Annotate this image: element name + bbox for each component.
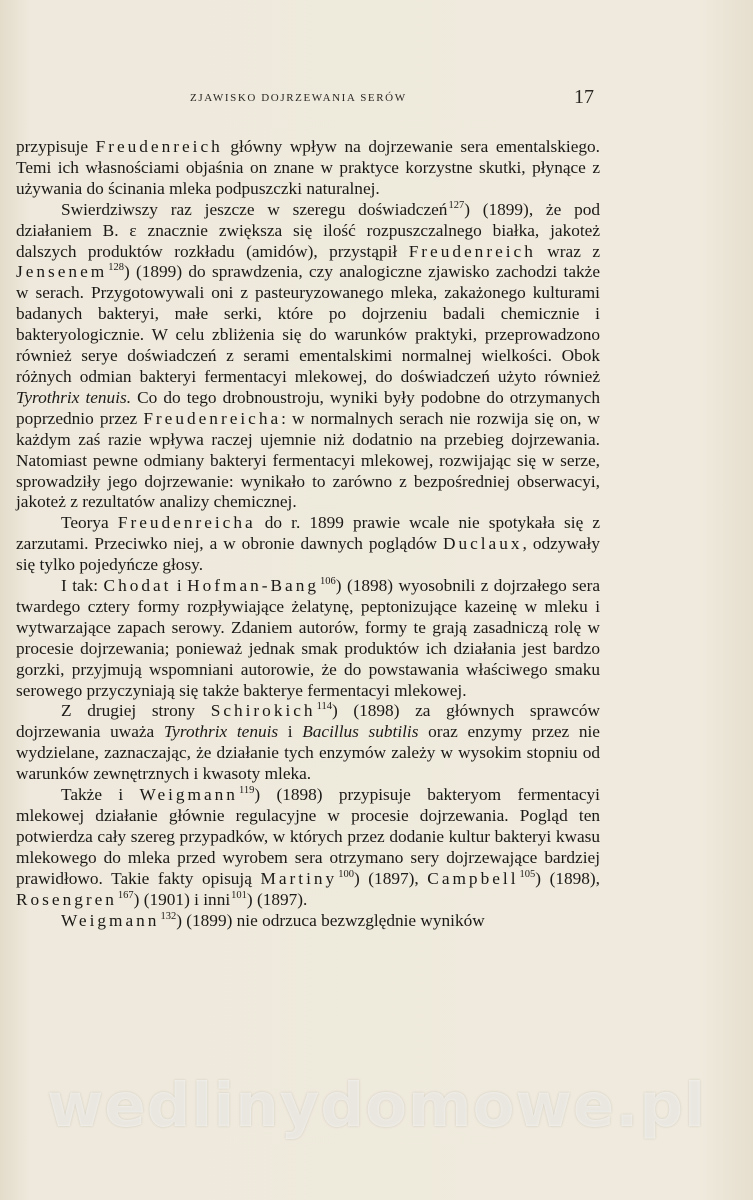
reference-number: 106 bbox=[320, 576, 336, 588]
author-name: Hofman-Bang bbox=[187, 576, 320, 596]
body-text bbox=[16, 137, 600, 931]
paragraph-7: Weigmann$^{132}$) (1899) nie odrzuca bezwzględnie wyników bbox=[61, 910, 485, 930]
author-name: Rosengren bbox=[16, 889, 117, 909]
author-name: Martiny bbox=[260, 868, 338, 888]
paragraph-1: przypisuje Freudenreich główny wpływ na dojrzewanie sera ementalskiego. Temi ich własnościami objaśnia on znane w praktyce korzystne skutki, płynące z używania do ścinania mleka podpuszczki naturalnej. bbox=[16, 137, 600, 198]
reference-number: 100 bbox=[338, 868, 354, 880]
author-name: Freudenreich bbox=[408, 241, 536, 261]
author-name: Jensenem bbox=[16, 262, 108, 282]
author-name: Duclaux bbox=[442, 534, 523, 554]
author-name: Freudenreicha bbox=[143, 408, 282, 428]
author-name: Freudenreich bbox=[95, 137, 223, 156]
reference-number: 132 bbox=[160, 910, 177, 922]
paragraph-2: Swierdziwszy raz jeszcze w szeregu doświadczeń$^{127}$) (1899), że pod działaniem B. ε znacznie zwiększa się ilość rozpuszczalnego białka, jakoteż dalszych produktów rozkładu (amidów), przystąpił Freudenreich wraz z Jensenem$^{128}$) (1899) do sprawdzenia, czy analogiczne zjawisko zachodzi także w serach. Przygotowywali oni z pasteuryzowanego mleka, zakażonego kulturami badanych bakteryi, małe serki, które po dojrzeniu badali chemicznie i bakteryologicznie. W celu zbliżenia się do warunków praktyki, przeprowadzono również serye doświadczeń z serami ementalskimi normalnej wielkości. Obok różnych odmian bakteryi fermentacyi mlekowej, do doświadczeń użyto również Tyrothrix tenuis. Co do tego drobnoustroju, wyniki były podobne do otrzymanych poprzednio przez Freudenreicha: w normalnych serach nie rozwija się on, w każdym zaś razie wpływa raczej ujemnie niż dodatnio na przebieg dojrzewania. Natomiast pewne odmiany bakteryi fermentacyi mlekowej, rozwijając się w serze, sprowadziły jego dojrzewanie: wynikało to zarówno z bezpośredniej obserwacyi, jakoteż z rezultatów analizy chemicznej. bbox=[16, 199, 600, 512]
author-name: Freudenreicha bbox=[117, 513, 256, 533]
author-name: Weigmann bbox=[139, 785, 238, 805]
species-name: Tyrothrix tenuis. bbox=[16, 387, 132, 407]
author-name: Campbell bbox=[427, 868, 519, 888]
author-name: Schirokich bbox=[210, 701, 316, 721]
reference-number: 167 bbox=[117, 889, 134, 901]
species-name: Tyrothrix tenuis bbox=[163, 722, 279, 742]
running-title: ZJAWISKO DOJRZEWANIA SERÓW bbox=[190, 92, 407, 104]
paragraph-5: Z drugiej strony Schirokich$^{114}$) (1898) za głównych sprawców dojrzewania uważa Tyrothrix tenuis i Bacillus subtilis oraz enzymy przez nie wydzielane, zaznaczając, że działanie tych enzymów zależy w wysokim stopniu od warunków zewnętrznych i kwasoty mleka. bbox=[16, 701, 600, 784]
watermark: wedlinydomowe.pl bbox=[47, 1070, 706, 1141]
author-name: Chodat bbox=[103, 576, 172, 596]
reference-number: 127 bbox=[448, 199, 465, 211]
page-number: 17 bbox=[574, 86, 594, 108]
species-name: Bacillus subtilis bbox=[302, 722, 419, 742]
reference-number: 128 bbox=[108, 262, 124, 274]
paragraph-6: Także i Weigmann$^{119}$) (1898) przypisuje bakteryom fermentacyi mlekowej działanie głównie regulacyjne w procesie dojrzewania. Pogląd ten potwierdza cały szereg przypadków, w których przez dodanie kultur bakteryi kwasu mlekowego do mleka przed wyrobem sera otrzymano sery dojrzewające bardziej prawidłowo. Takie fakty opisują Martiny$^{100}$) (1897), Campbell$^{105}$) (1898), Rosengren$^{167}$) (1901) i inni$^{101}$) (1897). bbox=[16, 785, 600, 909]
paragraph-3: Teorya Freudenreicha do r. 1899 prawie wcale nie spotykała się z zarzutami. Przeciwko niej, a w obronie dawnych poglądów Duclaux, odzywały się tylko pojedyńcze głosy. bbox=[16, 513, 601, 575]
reference-number: 119 bbox=[238, 785, 255, 797]
paragraph-4: I tak: Chodat i Hofman-Bang$^{106}$) (1898) wyosobnili z dojrzałego sera twardego cztery formy rozpływiające żelatynę, peptonizujące kazeinę w mleku i wytwarzające zapach serowy. Zdaniem autorów, formy te grają zasadniczą rolę w procesie dojrzewania; ponieważ jednak smak produktów ich działania jest bardzo gorzki, przyjmują wspomniani autorowie, że do powstawania właściwego smaku serowego przyczyniają się także bakterye fermentacyi mlekowej. bbox=[16, 576, 600, 700]
author-name: Weigmann bbox=[61, 910, 160, 930]
reference-number: 114 bbox=[316, 701, 332, 713]
reference-number: 105 bbox=[519, 868, 536, 880]
reference-number: 101 bbox=[231, 889, 247, 901]
